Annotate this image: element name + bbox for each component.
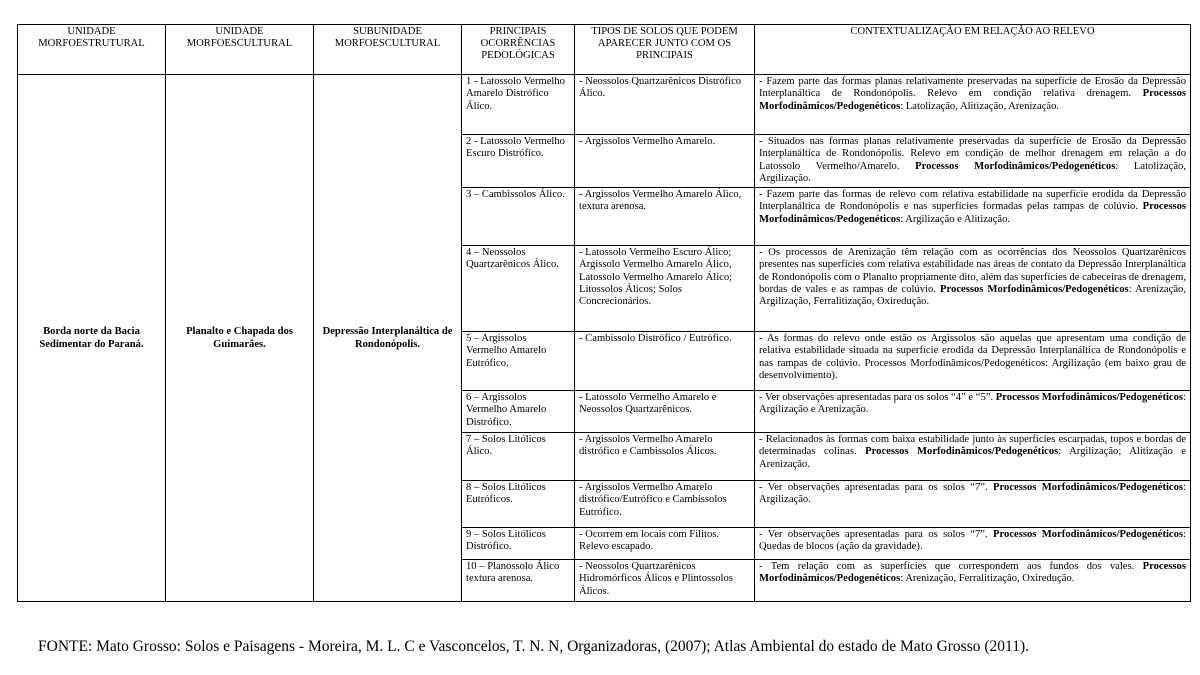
process-label: Processos Morfodinâmicos/Pedogenéticos	[915, 160, 1116, 172]
process-label: Processos Morfodinâmicos/Pedogenéticos	[759, 88, 1186, 112]
context-text: - Fazem parte das formas planas relativamente preservadas na superfície de Erosão da Depressão Interplanáltica de Rondonópolis. Relevo em condição relativa drenagem.	[759, 76, 1186, 100]
soil-cell: 1 - Latossolo Vermelho Amarelo Distrófico Álico.	[462, 75, 575, 135]
header-unidade-morfoestrutural: UNIDADE MORFOESTRUTURAL	[18, 25, 166, 75]
process-label: Processos Morfodinâmicos/Pedogenéticos	[995, 392, 1184, 403]
header-subunidade-morfoescultural: SUBUNIDADE MORFOESCULTURAL	[314, 25, 462, 75]
context-text: - Os processos de Arenização têm relação com as ocorrências dos Neossolos Quartzarênicos presentes nas superfícies com relativa estabilidade nas áreas de contato da Depressão Interplanáltica de Rondonópolis com o Planalto propriamente dito, além das superfícies de cabeceiras de drenagem, bordas de vales e as rampas de colúvio.	[759, 247, 1186, 295]
header-principais-ocorrencias: PRINCIPAIS OCORRÊNCIAS PEDOLÓGICAS	[462, 25, 575, 75]
soil-cell: 8 – Solos Litólicos Eutróficos.	[462, 481, 575, 528]
morfoescultural-cell: Planalto e Chapada dos Guimarães.	[166, 75, 314, 602]
types-cell: - Neossolos Quartzarênicos Distrófico Álico.	[575, 75, 755, 135]
soil-cell: 10 – Planossolo Álico textura arenosa.	[462, 560, 575, 602]
types-cell: - Latossolo Vermelho Escuro Álico; Argissolo Vermelho Amarelo Álico, Latossolo Vermelho Amarelo Álico; Litossolos Álicos; Solos Concrecionários.	[575, 246, 755, 332]
context-cell	[755, 135, 1191, 188]
morfoestrutural-cell: Borda norte da Bacia Sedimentar do Paraná.	[18, 75, 166, 602]
types-cell: - Argissolos Vermelho Amarelo Álico, textura arenosa.	[575, 188, 755, 246]
context-text: - Ver observações apresentadas para os solos “4” e “5”.	[759, 392, 994, 403]
process-text: : Argilização e Alitização.	[900, 213, 1011, 225]
context-text: - Situados nas formas planas relativamente preservadas da superfície de Erosão da Depressão Interplanáltica de Rondonópolis. Relevo em condição de melhor drenagem em relação a do Latossolo Vermelho/Amarelo.	[759, 136, 1186, 172]
process-text: : Arenização, Ferralitização, Oxiredução.	[900, 573, 1075, 585]
context-text: - Ver observações apresentadas para os solos “7”.	[759, 529, 988, 540]
context-cell	[755, 560, 1191, 602]
process-text: : Latolização, Argilização.	[759, 160, 1186, 184]
types-cell: - Neossolos Quartzarênicos Hidromórficos Álicos e Plintossolos Álicos.	[575, 560, 755, 602]
process-label: Processos Morfodinâmicos/Pedogenéticos	[759, 201, 1187, 225]
header-unidade-morfoescultural: UNIDADE MORFOESCULTURAL	[166, 25, 314, 75]
context-text: - Relacionados às formas com baixa estabilidade junto às superfícies escarpadas, topos e bordas de determinadas colinas.	[759, 434, 1186, 458]
context-cell	[755, 75, 1191, 135]
soil-cell: 4 – Neossolos Quartzarênicos Álico.	[462, 246, 575, 332]
soil-cell: 9 – Solos Litólicos Distrófico.	[462, 528, 575, 560]
process-label: Processos Morfodinâmicos/Pedogenéticos	[993, 482, 1184, 493]
process-label: Processos Morfodinâmicos/Pedogenéticos	[865, 446, 1059, 458]
header-row	[18, 25, 1191, 75]
context-text: - As formas do relevo onde estão os Argissolos são aquelas que apresentam uma condição de relativa estabilidade situada na superfície erodida da Depressão Interplanáltica de Rondonópolis e nas rampas de colúvio. Processos Morfodinâmicos/Pedogenéticos: Argilização (em baixo grau de desenvolvimento).	[759, 333, 1186, 381]
types-cell: - Argissolos Vermelho Amarelo distrófico/Eutrófico e Cambissolos Eutrófico.	[575, 481, 755, 528]
types-cell: - Ocorrem em locais com Filitos. Relevo escapado.	[575, 528, 755, 560]
process-text: : Latolização, Alitização, Arenização.	[900, 100, 1060, 112]
soil-cell: 5 – Argissolos Vermelho Amarelo Eutrófico.	[462, 332, 575, 391]
context-cell	[755, 433, 1191, 481]
soil-cell: 6 – Argissolos Vermelho Amarelo Distrófico.	[462, 391, 575, 433]
soils-relief-table	[17, 24, 1191, 602]
context-cell	[755, 188, 1191, 246]
types-cell: - Argissolos Vermelho Amarelo.	[575, 135, 755, 188]
process-text: : Arenização, Argilização, Ferralitização, Oxiredução.	[759, 283, 1186, 308]
soil-cell: 3 – Cambissolos Álico.	[462, 188, 575, 246]
soil-cell: 2 - Latossolo Vermelho Escuro Distrófico.	[462, 135, 575, 188]
header-tipos-de-solos: TIPOS DE SOLOS QUE PODEM APARECER JUNTO COM OS PRINCIPAIS	[575, 25, 755, 75]
context-cell	[755, 391, 1191, 433]
process-text: : Quedas de blocos (ação da gravidade).	[759, 529, 1186, 553]
context-text: - Tem relação com as superfícies que correspondem aos fundos dos vales.	[759, 561, 1135, 572]
process-label: Processos Morfodinâmicos/Pedogenéticos	[940, 283, 1129, 295]
process-text: : Argilização e Arenização.	[759, 392, 1186, 416]
types-cell: - Argissolos Vermelho Amarelo distrófico e Cambissolos Álicos.	[575, 433, 755, 481]
types-cell: - Latossolo Vermelho Amarelo e Neossolos Quartzarênicos.	[575, 391, 755, 433]
context-cell	[755, 481, 1191, 528]
subunidade-cell: Depressão Interplanáltica de Rondonópolis.	[314, 75, 462, 602]
context-cell	[755, 246, 1191, 332]
context-cell	[755, 332, 1191, 391]
source-note: FONTE: Mato Grosso: Solos e Paisagens - Moreira, M. L. C e Vasconcelos, T. N. N, Organizadoras, (2007); Atlas Ambiental do estado de Mato Grosso (2011).	[38, 638, 1029, 655]
process-label: Processos Morfodinâmicos/Pedogenéticos	[993, 529, 1184, 540]
soil-cell: 7 – Solos Litólicos Álico.	[462, 433, 575, 481]
header-contextualizacao: CONTEXTUALIZAÇÃO EM RELAÇÃO AO RELEVO	[755, 25, 1191, 75]
types-cell: - Cambissolo Distrófico / Eutrófico.	[575, 332, 755, 391]
context-cell	[755, 528, 1191, 560]
process-text: : Argilização.	[759, 482, 1186, 506]
process-text: : Argilização; Alitização e Arenização.	[759, 446, 1186, 470]
process-label: Processos Morfodinâmicos/Pedogenéticos	[759, 561, 1186, 585]
context-text: - Ver observações apresentadas para os solos “7”.	[759, 482, 988, 493]
context-text: - Fazem parte das formas de relevo com relativa estabilidade na superfície erodida da Depressão Interplanáltica de Rondonópolis e nas superfícies formadas pelas rampas de colúvio.	[759, 189, 1186, 213]
table-row	[18, 75, 1191, 135]
